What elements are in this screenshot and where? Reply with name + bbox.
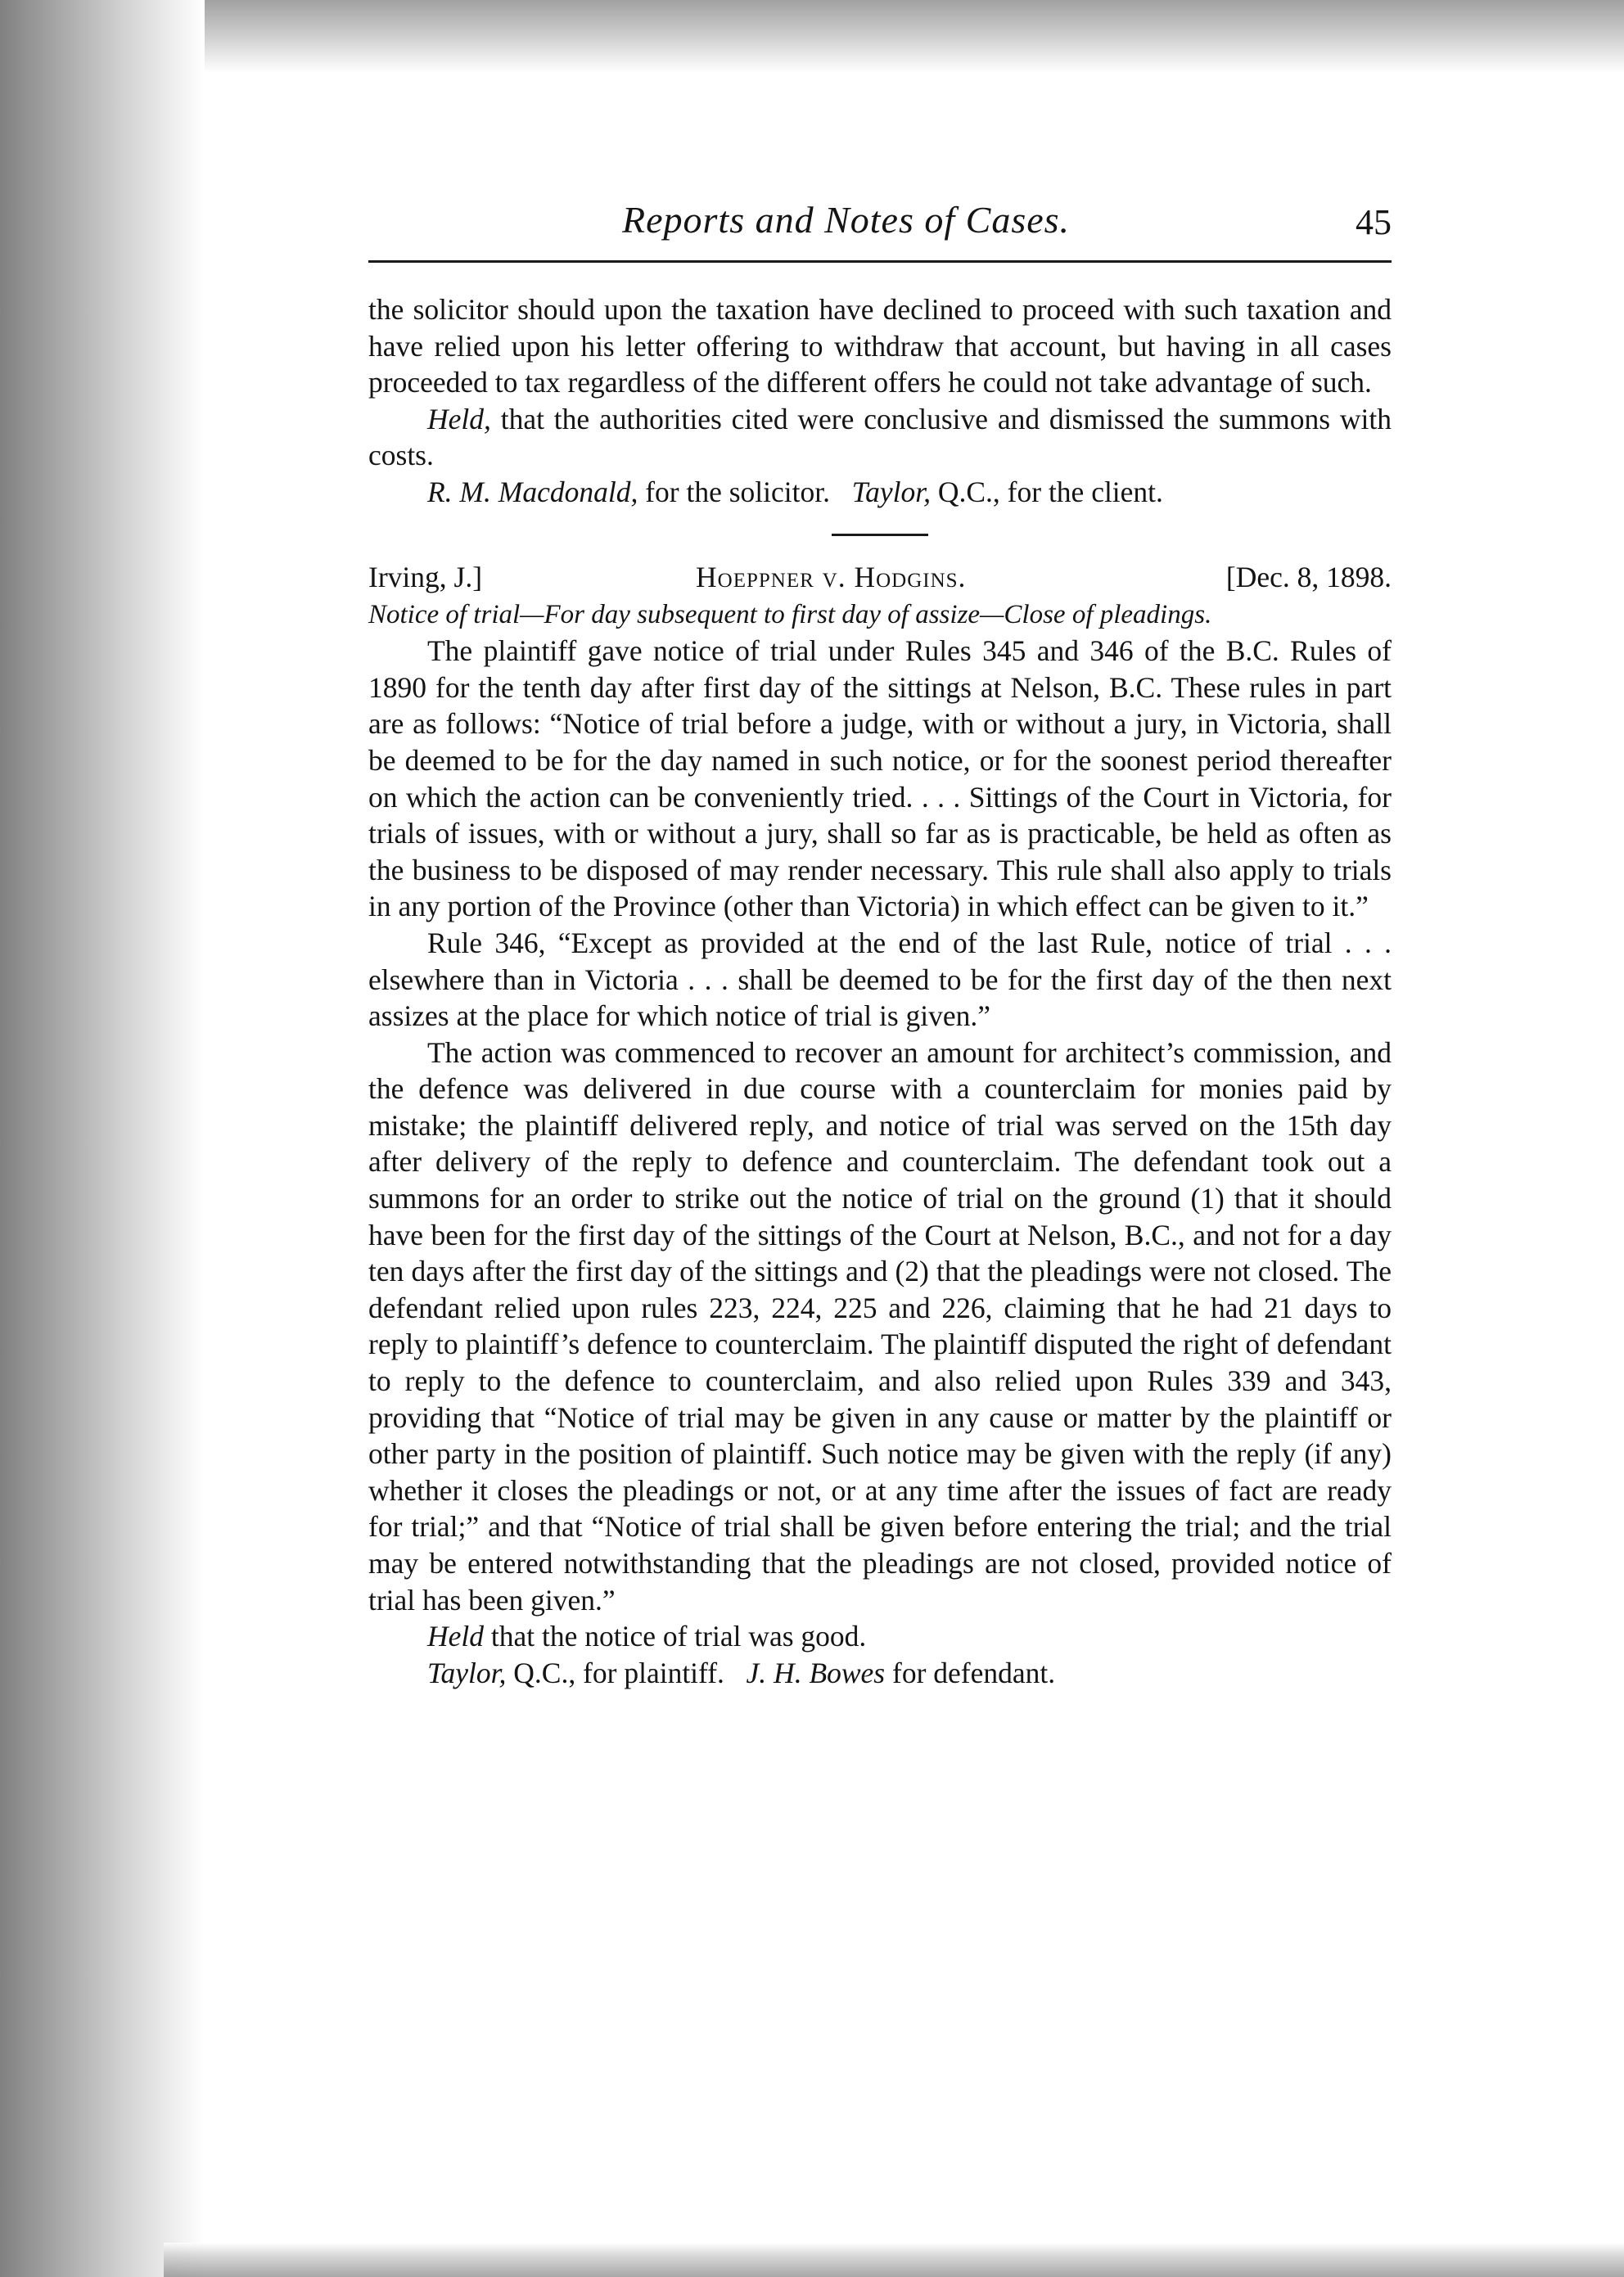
prev-case-held [368,401,1392,474]
counsel-role: Q.C., for the client. [930,475,1163,508]
case-counsel [368,1655,1392,1692]
case-separator [832,534,928,536]
counsel-role: for the solicitor. [638,475,830,508]
scan-edge-bottom [164,2243,1624,2277]
running-title: Reports and Notes of Cases. [622,199,1071,241]
running-header [368,188,1392,262]
prev-case-counsel [368,474,1392,511]
case-title: Hoeppner v. Hodgins. [696,560,967,593]
counsel-role: Q.C., for plaintiff. [506,1656,724,1689]
counsel-name: R. M. Macdonald, [427,475,638,508]
header-rule [368,260,1392,263]
held-label: Held [427,1620,485,1653]
counsel-name: Taylor, [851,475,931,508]
counsel-role: for defendant. [885,1656,1056,1689]
counsel-name: J. H. Bowes [746,1656,886,1689]
held-text: that the authorities cited were conclusive and dismissed the summons with costs. [368,402,1392,472]
case-paragraph: The plaintiff gave notice of trial under Rules 345 and 346 of the B.C. Rules of 1890 for the tenth day after first day of the sittings at Nelson, B.C. These rules in part are as follows: “Notice of trial before a judge, with or without a jury, in Victoria, shall be deemed to be for the day named in such notice, or for the soonest period thereafter on which the action can be conveniently tried. . . . Sittings of the Court in Victoria, for trials of issues, with or without a jury, shall so far as is practicable, be held as often as the business to be disposed of may render necessary. This rule shall also apply to trials in any portion of the Province (other than Victoria) in which effect can be given to it.” [368,634,1392,923]
scan-edge-top [205,0,1624,74]
scan-edge-left [0,0,205,2277]
case-catchwords: Notice of trial—For day subsequent to first day of assize—Close of pleadings. [368,599,1212,629]
case-date: [Dec. 8, 1898. [1225,560,1392,593]
counsel-name: Taylor, [427,1656,507,1689]
prev-case-continuation: the solicitor should upon the taxation have declined to proceed with such taxation and have relied upon his letter offering to withdraw that account, but having in all cases proceeded to tax regardless of the different offers he could not take advantage of such. [368,293,1392,399]
held-label: Held, [427,402,491,435]
page [368,188,1392,1689]
case-held [368,1618,1392,1655]
page-number: 45 [1356,202,1392,242]
page-body [368,291,1392,1691]
case-paragraph: Rule 346, “Except as provided at the end of the last Rule, notice of trial . . . elsewhere than in Victoria . . . shall be deemed to be for the first day of the then next assizes at the place for which notice of trial is given.” [368,926,1392,1033]
case-paragraph: The action was commenced to recover an amount for architect’s commission, and the defence was delivered in due course with a counterclaim for monies paid by mistake; the plaintiff delivered reply, and notice of trial was served on the 15th day after delivery of the reply to defence and counterclaim. The defendant took out a summons for an order to strike out the notice of trial on the ground (1) that it should have been for the first day of the sittings of the Court at Nelson, B.C., and not for a day ten days after the first day of the sittings and (2) that the pleadings were not closed. The defendant relied upon rules 223, 224, 225 and 226, claiming that he had 21 days to reply to plaintiff’s defence to counterclaim. The plaintiff disputed the right of defendant to reply to the defence to counterclaim, and also relied upon Rules 339 and 343, providing that “Notice of trial may be given in any cause or matter by the plaintiff or other party in the position of plaintiff. Such notice may be given with the reply (if any) whether it closes the pleadings or not, or at any time after the issues of fact are ready for trial;” and that “Notice of trial shall be given before entering the trial; and the trial may be entered notwithstanding that the pleadings are not closed, provided notice of trial has been given.” [368,1035,1392,1616]
case-heading [368,559,1392,597]
case-judge: Irving, J.] [368,560,483,593]
held-text: that the notice of trial was good. [484,1620,867,1653]
